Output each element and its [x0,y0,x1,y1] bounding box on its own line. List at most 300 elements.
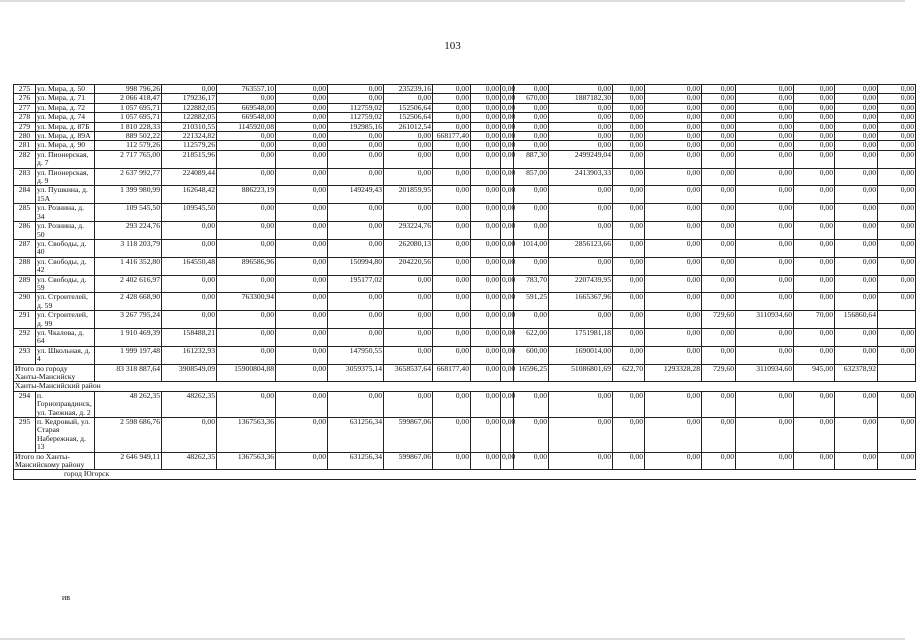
table-row [14,346,916,364]
table-cell: 896586,96 [217,257,276,275]
table-cell: 0,00 [501,364,514,382]
section-header [14,382,916,391]
table-cell: 235239,16 [384,85,433,94]
table-cell: 0,00 [276,168,328,186]
table-cell: 0,00 [162,239,217,257]
table-cell: ул. Пионерская, д. 7 [36,150,95,168]
table-cell: 0,00 [736,275,794,293]
table-cell: 161232,93 [162,346,217,364]
table-cell: 0,00 [645,122,702,131]
table-cell: 152506,64 [384,103,433,112]
table-row [14,186,916,204]
table-cell: 0,00 [645,150,702,168]
table-cell: 0,00 [613,103,645,112]
table-cell: 0,00 [835,122,878,131]
table-cell: 0,00 [501,168,514,186]
table-cell: 0,00 [835,132,878,141]
table-cell: 0,00 [276,239,328,257]
scan-edge-top [0,0,905,2]
table-cell: 1690014,00 [549,346,613,364]
table-cell: 279 [14,122,36,131]
table-cell: 48 262,35 [95,391,162,417]
table-cell: 0,00 [794,122,835,131]
table-cell: 0,00 [794,204,835,222]
table-cell: 0,00 [501,150,514,168]
total-row [14,452,916,470]
table-cell: 0,00 [471,275,501,293]
table-row [14,418,916,453]
table-cell: 0,00 [433,418,471,453]
table-cell: 0,00 [514,257,549,275]
table-cell: 0,00 [384,204,433,222]
table-cell: 281 [14,141,36,150]
table-cell: 0,00 [736,452,794,470]
table-cell: 0,00 [217,311,276,329]
table-cell: ул. Строителей, д. 59 [36,293,95,311]
table-cell: 0,00 [502,93,516,103]
table-cell: 0,00 [736,94,794,103]
table-cell: 0,00 [835,103,878,112]
table-cell: 0,00 [645,103,702,112]
table-cell: 0,00 [514,103,549,112]
table-cell: 0,00 [276,85,328,94]
table-cell: 0,00 [501,275,514,293]
table-cell: 0,00 [794,418,835,453]
table-cell: 0,00 [328,94,384,103]
table-cell: 0,00 [433,85,471,94]
table-cell: 0,00 [702,328,736,346]
table-cell: 0,00 [702,204,736,222]
total-label: Итого по городу Ханты-Мансийску [14,364,95,382]
table-cell: 0,00 [471,311,501,329]
table-cell: 0,00 [328,141,384,150]
table-cell: 2207439,95 [549,275,613,293]
table-cell: 0,00 [613,222,645,240]
table-cell: 0,00 [514,85,549,94]
table-cell: 2856123,66 [549,239,613,257]
table-cell: 0,00 [613,328,645,346]
table-cell: 0,00 [835,239,878,257]
table-cell: 0,00 [702,94,736,103]
table-cell: 0,00 [794,186,835,204]
table-cell: 0,00 [736,141,794,150]
table-cell: 0,00 [835,346,878,364]
table-cell: 600,00 [514,346,549,364]
table-cell: 201859,95 [384,186,433,204]
table-cell: ул. Свободы, д. 42 [36,257,95,275]
table-cell: 0,00 [878,113,916,122]
table-cell: 0,00 [702,293,736,311]
table-cell: 48262,35 [162,452,217,470]
table-cell: 275 [14,85,36,94]
table-cell: 0,00 [835,391,878,417]
table-cell: 0,00 [702,391,736,417]
table-cell: 0,00 [276,94,328,103]
table-cell: 0,00 [878,418,916,453]
table-cell: 886223,19 [217,186,276,204]
table-cell: 0,00 [613,186,645,204]
table-cell: 147950,55 [328,346,384,364]
table-cell: 631256,34 [328,452,384,470]
table-cell: 0,00 [702,239,736,257]
table-cell: 1367563,36 [217,418,276,453]
table-cell: 3110934,60 [736,311,794,329]
table-body [14,85,916,480]
table-cell: 0,00 [433,150,471,168]
table-cell: 0,00 [613,85,645,94]
table-cell: 0,00 [613,418,645,453]
table-container [13,84,914,480]
table-cell: 112579,26 [162,141,217,150]
table-cell: 763557,10 [217,85,276,94]
table-cell: 0,00 [471,122,501,131]
table-cell: ул. Пионерская, д. 9 [36,168,95,186]
table-row [14,204,916,222]
table-cell: 1293328,28 [645,364,702,382]
table-cell: 0,00 [702,150,736,168]
table-cell: 0,00 [645,257,702,275]
table-cell: 156860,64 [835,311,878,329]
table-cell: 0,00 [433,94,471,103]
table-cell: 0,00 [217,141,276,150]
table-cell: 2 598 686,76 [95,418,162,453]
table-cell: 288 [14,257,36,275]
table-cell: ул. Свободы, д. 40 [36,239,95,257]
table-cell: 0,00 [276,122,328,131]
table-cell: 0,00 [501,293,514,311]
table-cell: 51086801,69 [549,364,613,382]
table-cell: 0,00 [878,222,916,240]
table-cell: 0,00 [217,204,276,222]
table-cell: 158488,21 [162,328,217,346]
table-cell: 290 [14,293,36,311]
table-cell: 0,00 [613,204,645,222]
table-cell: 0,00 [328,204,384,222]
table-cell: 0,00 [736,222,794,240]
table-cell: 0,00 [471,132,501,141]
table-cell: 0,00 [549,311,613,329]
table-cell: 0,00 [794,113,835,122]
table-cell: 0,00 [501,311,514,329]
table-cell: 0,00 [162,293,217,311]
table-cell: 3 118 203,79 [95,239,162,257]
table-cell: 0,00 [471,150,501,168]
table-cell: 0,00 [613,275,645,293]
table-cell: 0,00 [878,391,916,417]
table-cell: 0,00 [501,346,514,364]
table-cell: 0,00 [613,132,645,141]
table-cell: 0,00 [645,452,702,470]
table-cell: ул. Рознина, д. 50 [36,222,95,240]
table-cell: 0,00 [645,204,702,222]
table-cell: 0,00 [736,113,794,122]
table-row [14,293,916,311]
total-label: Итого по Ханты-Мансийскому району [14,452,95,470]
table-cell: 0,00 [217,150,276,168]
table-cell: 0,00 [878,293,916,311]
table-cell: 0,00 [702,275,736,293]
table-cell: 0,00 [794,391,835,417]
table-row [14,328,916,346]
table-cell: 0,00 [471,418,501,453]
table-cell: 668177,40 [433,132,471,141]
table-cell: 0,00 [702,122,736,131]
table-cell: 0,00 [878,141,916,150]
table-cell: 0,00 [613,391,645,417]
table-cell: п. Горноправдинск, ул. Таежная, д. 2 [36,391,95,417]
table-cell: 293 224,76 [95,222,162,240]
table-cell: 0,00 [501,391,514,417]
table-cell: 0,00 [549,132,613,141]
table-cell: 0,00 [835,452,878,470]
table-cell: 0,00 [835,293,878,311]
table-cell: 0,00 [276,328,328,346]
table-cell: 0,00 [613,257,645,275]
table-cell: 0,00 [736,85,794,94]
table-cell: 283 [14,168,36,186]
table-cell: 0,00 [702,186,736,204]
table-row [14,311,916,329]
table-cell: 0,00 [835,328,878,346]
table-cell: 0,00 [736,346,794,364]
page-number: 103 [444,40,461,52]
table-cell: 0,00 [162,275,217,293]
table-cell: 112759,02 [328,113,384,122]
table-cell: 0,00 [433,328,471,346]
table-cell: ул. Мира, д. 50 [36,85,95,94]
table-cell: 0,00 [794,328,835,346]
table-cell: 0,00 [549,103,613,112]
table-cell: 224089,44 [162,168,217,186]
table-cell: 295 [14,418,36,453]
table-cell: 293224,76 [384,222,433,240]
table-cell: 0,00 [613,311,645,329]
table-cell: 1 057 695,71 [95,103,162,112]
table-cell: 0,00 [433,122,471,131]
table-cell: 0,00 [794,257,835,275]
table-cell: 0,00 [502,112,516,122]
table-cell: ул. Свободы, д. 59 [36,275,95,293]
table-cell: 112 579,26 [95,141,162,150]
table-cell: 945,00 [794,364,835,382]
table-cell: 83 318 887,64 [95,364,162,382]
table-cell: 0,00 [276,391,328,417]
table-cell: 0,00 [645,186,702,204]
table-cell: 0,00 [514,113,549,122]
table-cell: 0,00 [328,328,384,346]
table-cell: 0,00 [276,311,328,329]
table-cell: 0,00 [433,311,471,329]
table-cell: 3 267 795,24 [95,311,162,329]
table-cell: 0,00 [502,121,516,131]
table-cell: 599867,06 [384,452,433,470]
table-cell: 0,00 [276,141,328,150]
table-cell: 0,00 [736,150,794,168]
table-cell: 0,00 [433,452,471,470]
table-cell: 0,00 [878,346,916,364]
table-cell: 0,00 [736,132,794,141]
table-cell: 0,00 [878,150,916,168]
table-row [14,168,916,186]
table-cell: 0,00 [702,85,736,94]
table-cell: 0,00 [645,141,702,150]
table-cell: 998 796,26 [95,85,162,94]
table-cell: 0,00 [471,168,501,186]
table-cell: 0,00 [328,239,384,257]
table-cell: 0,00 [613,150,645,168]
table-cell [878,311,916,329]
table-cell: 0,00 [514,222,549,240]
table-cell: 729,60 [702,364,736,382]
table-cell: 0,00 [549,418,613,453]
table-cell: 0,00 [736,122,794,131]
table-cell: 0,00 [645,328,702,346]
table-cell: ул. Мира, д. 87Б [36,122,95,131]
table-cell: 0,00 [549,113,613,122]
table-cell: 0,00 [276,150,328,168]
table-cell: 48262,35 [162,391,217,417]
table-cell: 783,70 [514,275,549,293]
table-cell: 0,00 [878,168,916,186]
table-cell: ул. Мира, д. 90 [36,141,95,150]
table-cell: 0,00 [328,168,384,186]
table-cell: 112759,02 [328,103,384,112]
table-cell: 669548,00 [217,113,276,122]
table-cell: 0,00 [502,131,516,141]
table-cell: ул. Чкалова, д. 64 [36,328,95,346]
table-cell: 0,00 [835,257,878,275]
table-row [14,150,916,168]
table-cell: 109 545,50 [95,204,162,222]
table-cell: 0,00 [433,204,471,222]
table-cell: 0,00 [613,141,645,150]
table-cell: 0,00 [433,391,471,417]
table-cell: 221324,82 [162,132,217,141]
table-cell: 0,00 [645,94,702,103]
table-cell: 0,00 [645,293,702,311]
table-cell: 0,00 [471,364,501,382]
table-cell: 0,00 [645,222,702,240]
table-cell: 0,00 [433,168,471,186]
table-cell: ул. Строителей, д. 99 [36,311,95,329]
table-cell: 1887182,30 [549,94,613,103]
table-cell: 0,00 [794,275,835,293]
table-cell: 0,00 [613,293,645,311]
table-cell: 277 [14,103,36,112]
table-row [14,275,916,293]
table-cell: 0,00 [794,141,835,150]
table-cell: 0,00 [835,275,878,293]
table-cell: 599867,06 [384,418,433,453]
table-cell: 887,30 [514,150,549,168]
total-row [14,364,916,382]
table-cell: 218515,96 [162,150,217,168]
table-cell: 0,00 [471,186,501,204]
table-cell: 0,00 [736,204,794,222]
table-cell: 0,00 [217,346,276,364]
table-cell: 2 066 418,47 [95,94,162,103]
table-cell: 0,00 [878,328,916,346]
table-cell: 2 717 765,00 [95,150,162,168]
table-cell: 1665367,96 [549,293,613,311]
table-cell: 0,00 [471,85,501,94]
table-cell: 591,25 [514,293,549,311]
table-cell: 0,00 [613,346,645,364]
table-cell: 0,00 [471,452,501,470]
table-cell: 0,00 [514,141,549,150]
table-cell: 0,00 [384,293,433,311]
footer-mark: ив [62,593,71,602]
table-cell: 0,00 [835,150,878,168]
table-cell: 0,00 [514,186,549,204]
table-cell: 1 399 980,99 [95,186,162,204]
table-cell: 0,00 [471,346,501,364]
table-cell: 0,00 [384,391,433,417]
table-cell: 0,00 [736,239,794,257]
table-cell: 2413903,33 [549,168,613,186]
table-cell: 162648,42 [162,186,217,204]
table-cell: 0,00 [433,141,471,150]
table-cell: 289 [14,275,36,293]
table-cell: 0,00 [471,204,501,222]
table-cell: 0,00 [549,204,613,222]
table-cell: 0,00 [613,94,645,103]
table-cell: 0,00 [162,418,217,453]
table-cell: 0,00 [878,239,916,257]
table-cell: 0,00 [276,113,328,122]
table-cell: 0,00 [276,293,328,311]
table-cell: 0,00 [736,391,794,417]
table-cell: 0,00 [514,311,549,329]
table-cell: 0,00 [835,418,878,453]
table-cell: 0,00 [794,239,835,257]
table-cell: 763300,94 [217,293,276,311]
table-cell: 149249,43 [328,186,384,204]
table-row [14,141,916,150]
table-cell: 0,00 [702,257,736,275]
table-cell: 0,00 [501,452,514,470]
next-section-header [14,470,916,479]
table-cell: 0,00 [549,141,613,150]
table-cell: 0,00 [384,275,433,293]
table-cell: 0,00 [276,364,328,382]
table-cell: 152506,64 [384,113,433,122]
table-cell: 0,00 [549,257,613,275]
table-cell: 0,00 [471,239,501,257]
table-cell: 0,00 [501,418,514,453]
table-cell: 0,00 [328,391,384,417]
table-cell: 0,00 [645,418,702,453]
table-cell: 0,00 [471,113,501,122]
table-cell: 1 057 695,71 [95,113,162,122]
table-cell: 261012,54 [384,122,433,131]
table-cell: 1014,00 [514,239,549,257]
table-cell: 0,00 [384,132,433,141]
table-cell: 0,00 [736,328,794,346]
table-cell: 0,00 [162,85,217,94]
table-cell: 0,00 [217,222,276,240]
table-cell: 0,00 [501,204,514,222]
table-cell: 0,00 [702,346,736,364]
table-cell: 0,00 [645,311,702,329]
table-cell: 292 [14,328,36,346]
table-cell: 729,60 [702,311,736,329]
table-cell: ул. Мира, д. 72 [36,103,95,112]
table-cell: 0,00 [549,122,613,131]
table-cell: 0,00 [645,168,702,186]
table-cell: ул. Рознина, д. 34 [36,204,95,222]
table-cell: 0,00 [502,140,516,150]
